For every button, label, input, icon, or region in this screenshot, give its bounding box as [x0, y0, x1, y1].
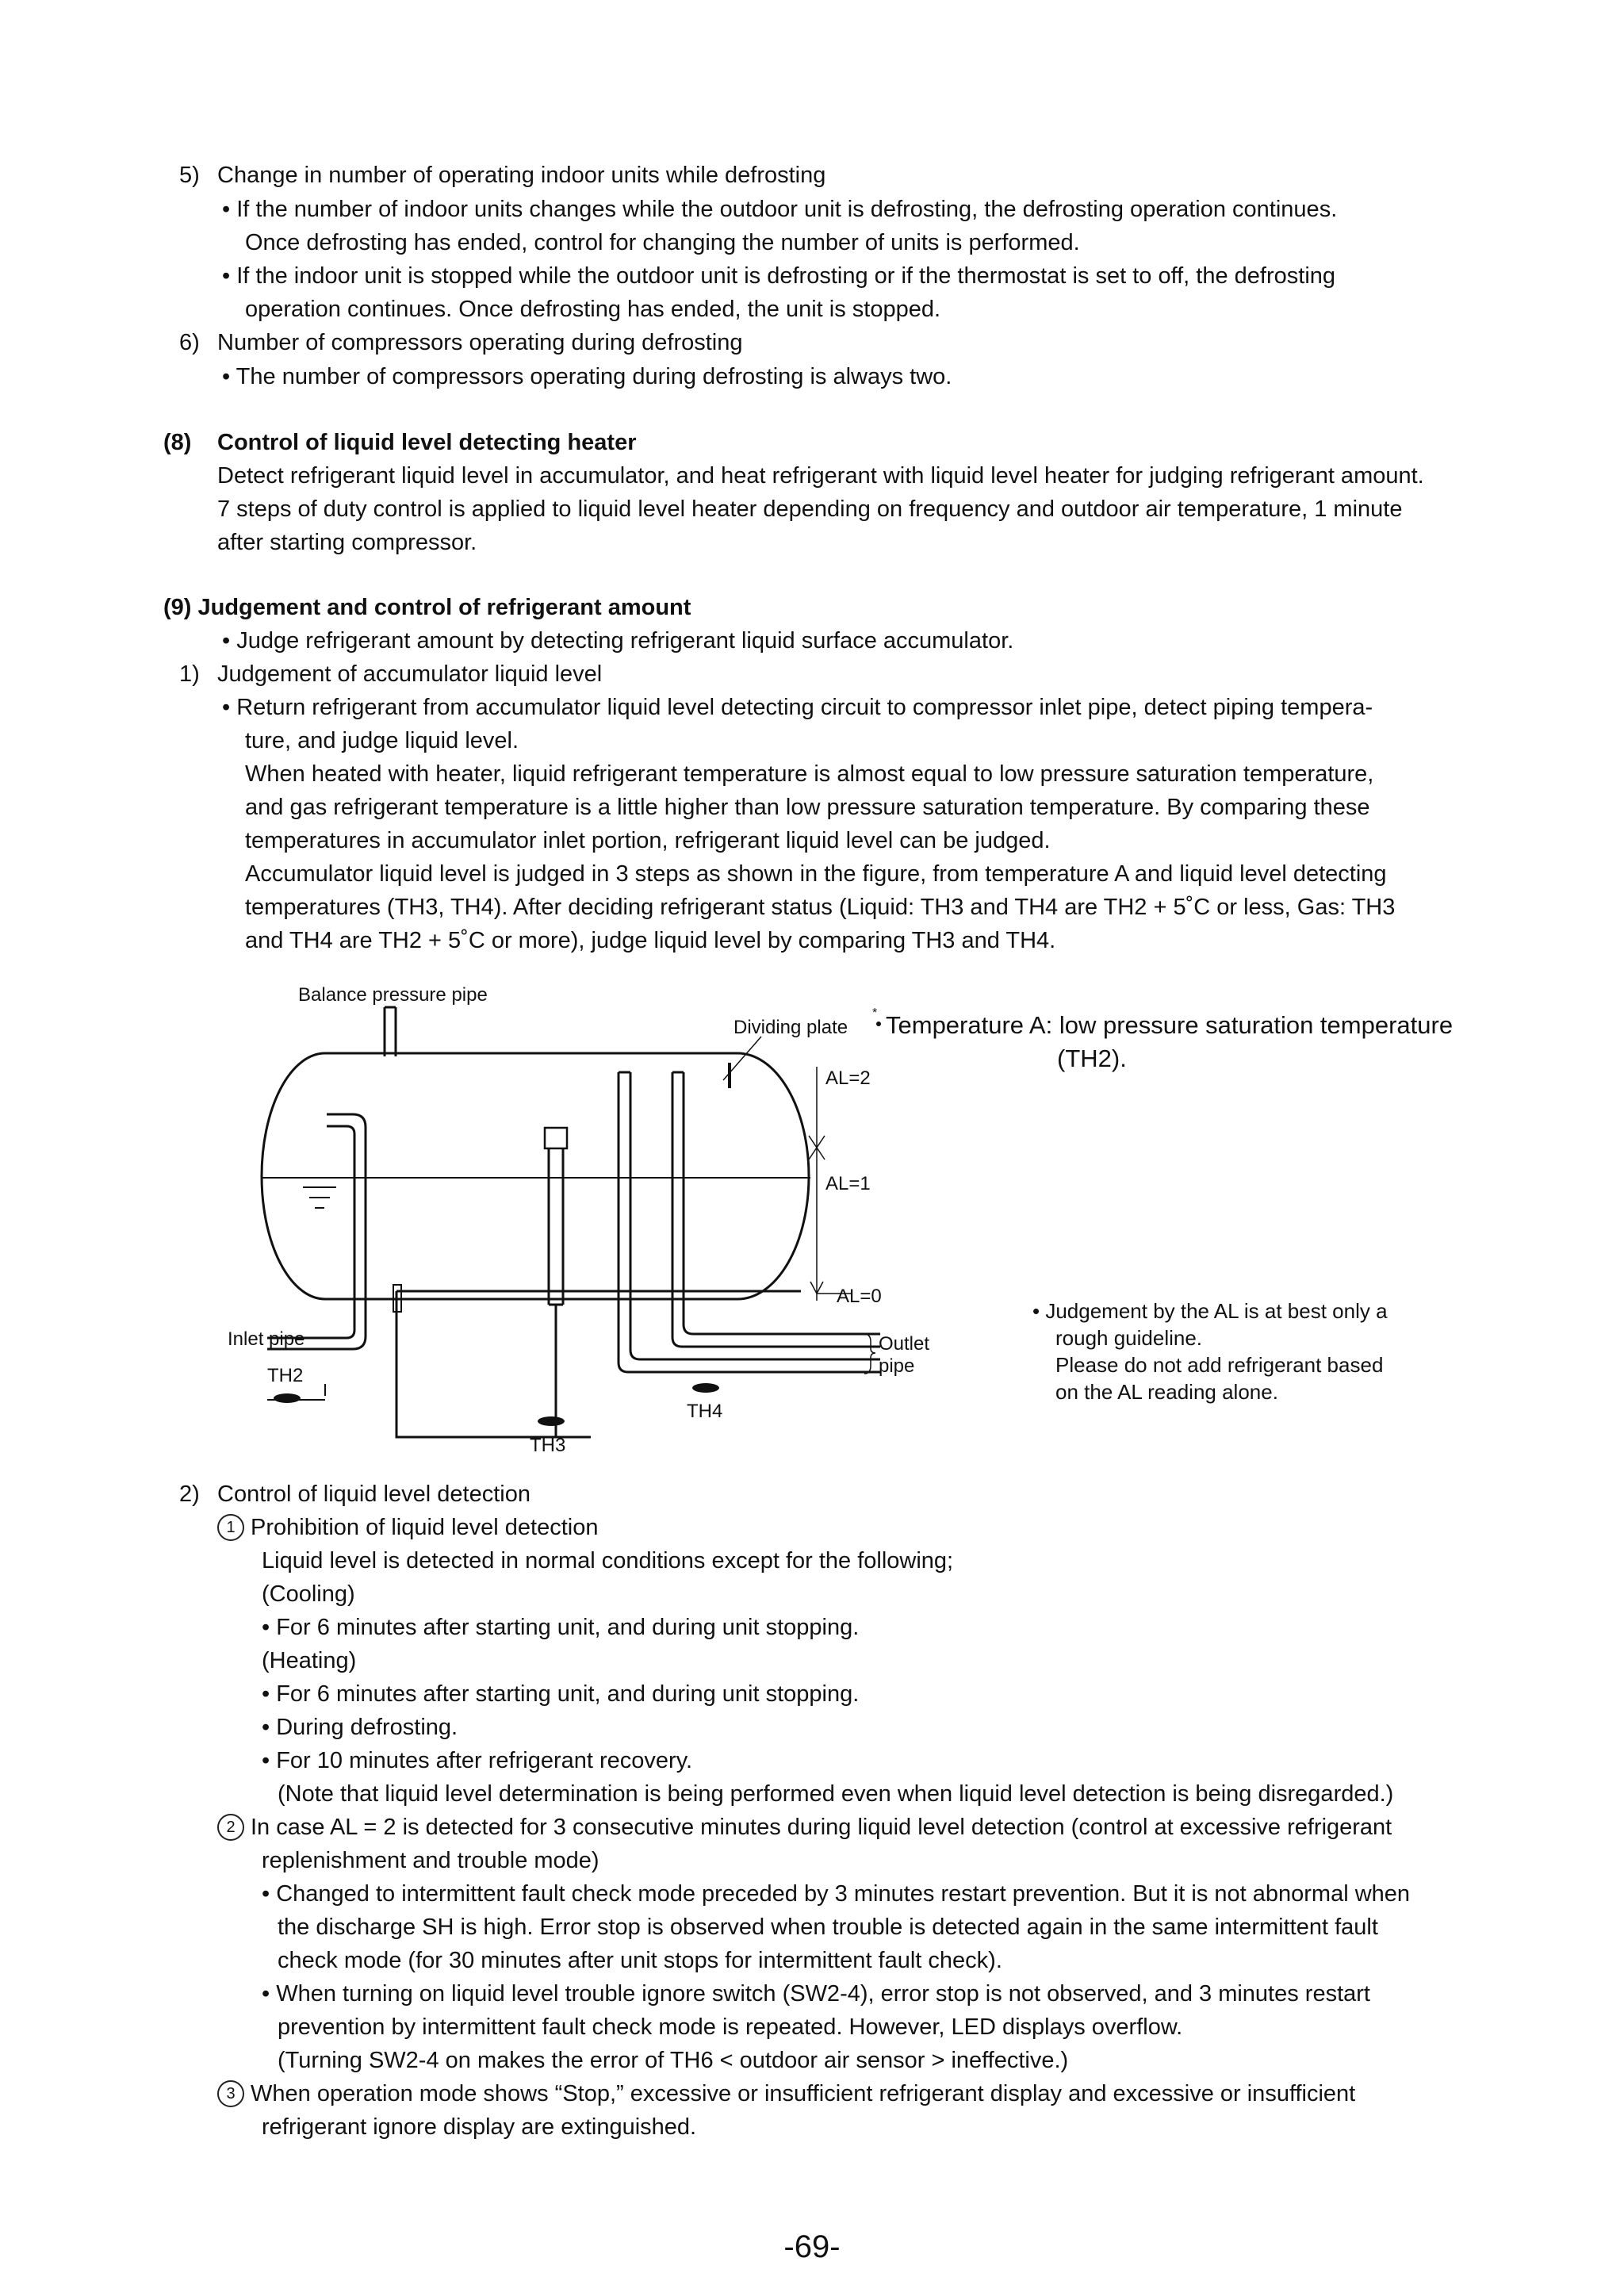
- c3-line-2: refrigerant ignore display are extinguished.: [262, 2114, 697, 2140]
- section-9-heading: (9) Judgement and control of refrigerant amount: [163, 595, 691, 620]
- c3-line-1: When operation mode shows “Stop,” excessive or insufficient refrigerant display and excessive or insufficient: [251, 2081, 1356, 2106]
- c2-line-4: the discharge SH is high. Error stop is observed when trouble is detected again in the same intermittent fault: [278, 1915, 1378, 1940]
- item-2-title: Control of liquid level detection: [217, 1481, 530, 1507]
- label-th3: TH3: [530, 1435, 566, 1456]
- item-1-line-6: Accumulator liquid level is judged in 3 steps as shown in the figure, from temperature A and liquid level detecting: [245, 861, 1387, 887]
- c1-line-7: • For 10 minutes after refrigerant recovery.: [262, 1748, 693, 1773]
- item-5-bullet-2-line-1: • If the indoor unit is stopped while the outdoor unit is defrosting or if the thermostat is set to off, the defrosting: [222, 263, 1336, 289]
- c1-line-8: (Note that liquid level determination is being performed even when liquid level detection is being disregarded.): [278, 1781, 1394, 1807]
- item-1-number: 1): [179, 661, 200, 687]
- c1-line-1: Liquid level is detected in normal conditions except for the following;: [262, 1548, 954, 1573]
- label-al-1: AL=1: [825, 1173, 871, 1194]
- item-5-bullet-1-line-1: • If the number of indoor units changes while the outdoor unit is defrosting, the defrosting operation continues.: [222, 197, 1338, 222]
- label-al-0: AL=0: [837, 1286, 882, 1307]
- circled-1-title: Prohibition of liquid level detection: [251, 1515, 599, 1540]
- section-8-heading: Control of liquid level detecting heater: [217, 430, 637, 455]
- section-9-bullet: • Judge refrigerant amount by detecting refrigerant liquid surface accumulator.: [222, 628, 1014, 654]
- item-5-bullet-1-line-2: Once defrosting has ended, control for changing the number of units is performed.: [245, 230, 1080, 255]
- c2-line-7: prevention by intermittent fault check mode is repeated. However, LED displays overflow.: [278, 2014, 1183, 2040]
- c2-line-6: • When turning on liquid level trouble ignore switch (SW2-4), error stop is not observed, and 3 minutes restart: [262, 1981, 1370, 2007]
- al-note-line-4: on the AL reading alone.: [1055, 1380, 1278, 1404]
- item-1-line-1: • Return refrigerant from accumulator liquid level detecting circuit to compressor inlet pipe, detect piping tempera-: [222, 695, 1373, 720]
- circled-3-row: [217, 2077, 1355, 2110]
- item-1-line-8: and TH4 are TH2 + 5˚C or more), judge liquid level by comparing TH3 and TH4.: [245, 928, 1056, 953]
- c2-line-5: check mode (for 30 minutes after unit stops for intermittent fault check).: [278, 1948, 1002, 1973]
- item-5-bullet-2-line-2: operation continues. Once defrosting has ended, the unit is stopped.: [245, 297, 941, 322]
- label-dividing-plate: Dividing plate: [733, 1017, 848, 1038]
- item-1-line-2: ture, and judge liquid level.: [245, 728, 519, 753]
- outlet-pipe-a: [619, 1072, 880, 1372]
- circled-number-2: 2: [217, 1814, 244, 1841]
- item-2-number: 2): [179, 1481, 200, 1507]
- item-1-title: Judgement of accumulator liquid level: [217, 661, 603, 687]
- label-outlet: Outlet: [879, 1333, 930, 1355]
- item-1-line-3: When heated with heater, liquid refrigerant temperature is almost equal to low pressure saturation temperature,: [245, 761, 1374, 787]
- c1-line-3: • For 6 minutes after starting unit, and during unit stopping.: [262, 1615, 860, 1640]
- item-5-number: 5): [179, 163, 200, 188]
- balance-pressure-pipe: [385, 1007, 396, 1056]
- c2-line-2: replenishment and trouble mode): [262, 1848, 599, 1873]
- th2-sensor: [274, 1393, 301, 1403]
- inlet-pipe: [267, 1114, 366, 1349]
- section-8-line-2: 7 steps of duty control is applied to liquid level heater depending on frequency and outdoor air temperature, 1 minute: [217, 496, 1403, 522]
- temperature-a-note-line-2: (TH2).: [1057, 1045, 1127, 1072]
- c2-line-3: • Changed to intermittent fault check mode preceded by 3 minutes restart prevention. But it is not abnormal when: [262, 1881, 1411, 1907]
- heater-tube: [545, 1128, 567, 1148]
- th4-sensor: [692, 1383, 719, 1393]
- c1-line-2: (Cooling): [262, 1581, 355, 1607]
- label-al-2: AL=2: [825, 1068, 871, 1089]
- item-1-line-5: temperatures in accumulator inlet portion, refrigerant liquid level can be judged.: [245, 828, 1051, 853]
- circled-2-row: [217, 1811, 1392, 1844]
- section-8-line-1: Detect refrigerant liquid level in accumulator, and heat refrigerant with liquid level heater for judging refrigerant amount.: [217, 463, 1424, 489]
- label-pipe: pipe: [879, 1355, 915, 1377]
- temperature-a-asterisk: *: [872, 1006, 878, 1020]
- label-th4: TH4: [687, 1401, 723, 1422]
- item-5-title: Change in number of operating indoor units while defrosting: [217, 163, 826, 188]
- outlet-brace: [864, 1334, 875, 1374]
- item-1-line-4: and gas refrigerant temperature is a little higher than low pressure saturation temperature. By comparing these: [245, 795, 1370, 820]
- item-6-number: 6): [179, 330, 200, 355]
- section-8-number: (8): [163, 430, 192, 455]
- circled-1-row: [217, 1511, 599, 1544]
- item-1-line-7: temperatures (TH3, TH4). After deciding refrigerant status (Liquid: TH3 and TH4 are TH2 + 5˚C or less, Gas: TH3: [245, 895, 1396, 920]
- page-number: -69-: [783, 2229, 841, 2264]
- liquid-surface-symbol: [303, 1187, 336, 1208]
- label-th2: TH2: [267, 1365, 304, 1386]
- accumulator-tank: [262, 1053, 809, 1299]
- circled-number-3: 3: [217, 2080, 244, 2107]
- item-6-bullet-1: • The number of compressors operating during defrosting is always two.: [222, 364, 952, 389]
- asterisk-dot: [876, 1022, 881, 1026]
- al-note-line-1: • Judgement by the AL is at best only a: [1032, 1299, 1388, 1323]
- c2-line-1: In case AL = 2 is detected for 3 consecutive minutes during liquid level detection (control at excessive refrigerant: [251, 1815, 1392, 1840]
- al-note-line-3: Please do not add refrigerant based: [1055, 1353, 1384, 1377]
- section-8-line-3: after starting compressor.: [217, 530, 477, 555]
- c1-line-4: (Heating): [262, 1648, 357, 1673]
- th3-sensor: [538, 1416, 565, 1426]
- label-inlet-pipe: Inlet pipe: [228, 1328, 305, 1350]
- label-balance-pressure-pipe: Balance pressure pipe: [298, 984, 488, 1006]
- c1-line-5: • For 6 minutes after starting unit, and during unit stopping.: [262, 1681, 860, 1707]
- c1-line-6: • During defrosting.: [262, 1715, 458, 1740]
- al-note-line-2: rough guideline.: [1055, 1326, 1203, 1350]
- circled-number-1: 1: [217, 1514, 244, 1541]
- temperature-a-note-line-1: Temperature A: low pressure saturation temperature: [886, 1011, 1454, 1039]
- item-6-title: Number of compressors operating during defrosting: [217, 330, 743, 355]
- c2-line-8: (Turning SW2-4 on makes the error of TH6 < outdoor air sensor > ineffective.): [278, 2048, 1069, 2073]
